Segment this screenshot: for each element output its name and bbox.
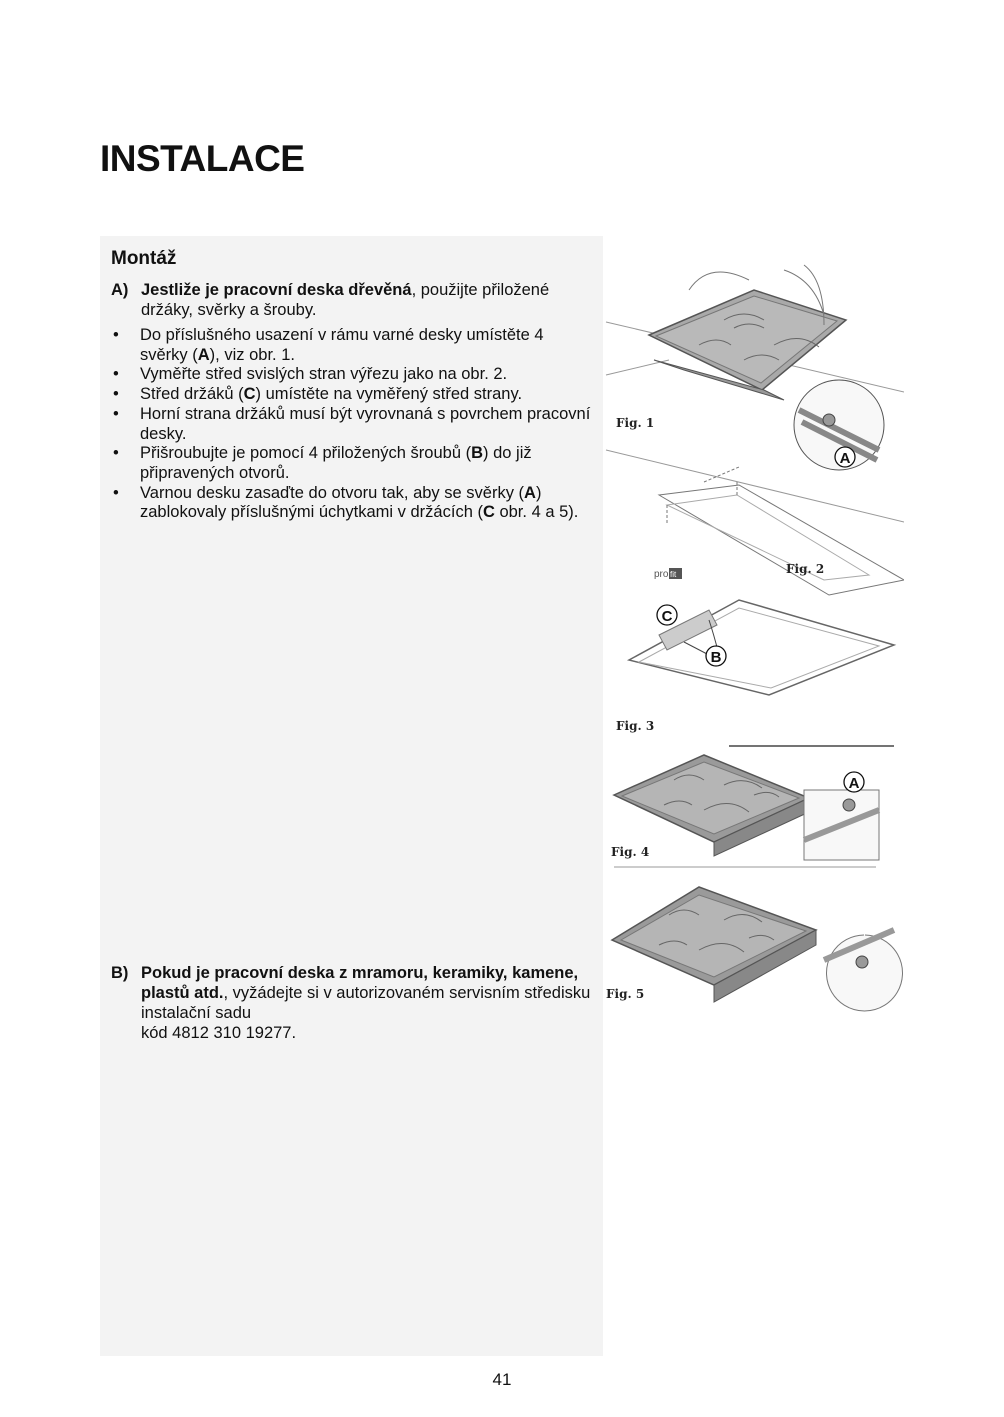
step-b-bold: Pokud je pracovní deska z mramoru, keramiky, kamene, plastů atd. [141, 964, 579, 1002]
instruction-list [111, 326, 591, 523]
figure-1-label: Fig. 1 [616, 416, 655, 430]
figure-1 [606, 265, 904, 470]
list-item: • Horní strana držáků musí být vyrovnaná s povrchem pracovní desky. [111, 405, 591, 444]
step-a-label: A) [111, 281, 129, 299]
figure-2 [606, 450, 904, 595]
logo-text-inverse: fit [670, 570, 677, 579]
callout-a-label-2: A [848, 775, 860, 792]
figure-3 [616, 600, 894, 746]
callout-a-label: A [839, 450, 851, 467]
callout-c-label: C [661, 608, 673, 625]
logo-text: pro [654, 569, 669, 580]
callout-b-label: B [710, 649, 722, 666]
figure-5-label: Fig. 5 [606, 987, 645, 1001]
step-a [111, 280, 591, 320]
list-item: • Varnou desku zasaďte do otvoru tak, aby se svěrky (A) zablokovaly příslušnými úchytkami v držácích (C obr. 4 a 5). [111, 484, 591, 523]
figure-2-label: Fig. 2 [786, 562, 825, 576]
figure-3-label: Fig. 3 [616, 719, 655, 733]
page-number: 41 [492, 1370, 512, 1389]
kit-code: kód 4812 310 19277. [141, 1024, 297, 1042]
list-item: • Přišroubujte je pomocí 4 přiložených šroubů (B) do již připravených otvorů. [111, 444, 591, 483]
figure-5 [606, 887, 903, 1011]
list-item: • Vyměřte střed svislých stran výřezu jako na obr. 2. [111, 365, 591, 385]
list-item: • Do příslušného usazení v rámu varné desky umístěte 4 svěrky (A), viz obr. 1. [111, 326, 591, 365]
step-a-bold: Jestliže je pracovní deska dřevěná [141, 281, 412, 299]
figure-4-label: Fig. 4 [611, 845, 650, 859]
list-item: • Střed držáků (C) umístěte na vyměřený střed strany. [111, 385, 591, 405]
figure-4 [611, 755, 879, 867]
step-b-label: B) [111, 964, 129, 982]
page-title: INSTALACE [100, 138, 305, 179]
step-b-text: , vyžádejte si v autorizovaném servisním středisku instalační sadu [141, 984, 591, 1022]
step-b [111, 963, 591, 1043]
section-title: Montáž [111, 248, 177, 269]
step-a-text: , použijte přiložené držáky, svěrky a šrouby. [141, 281, 550, 319]
installation-figures [604, 250, 904, 1030]
